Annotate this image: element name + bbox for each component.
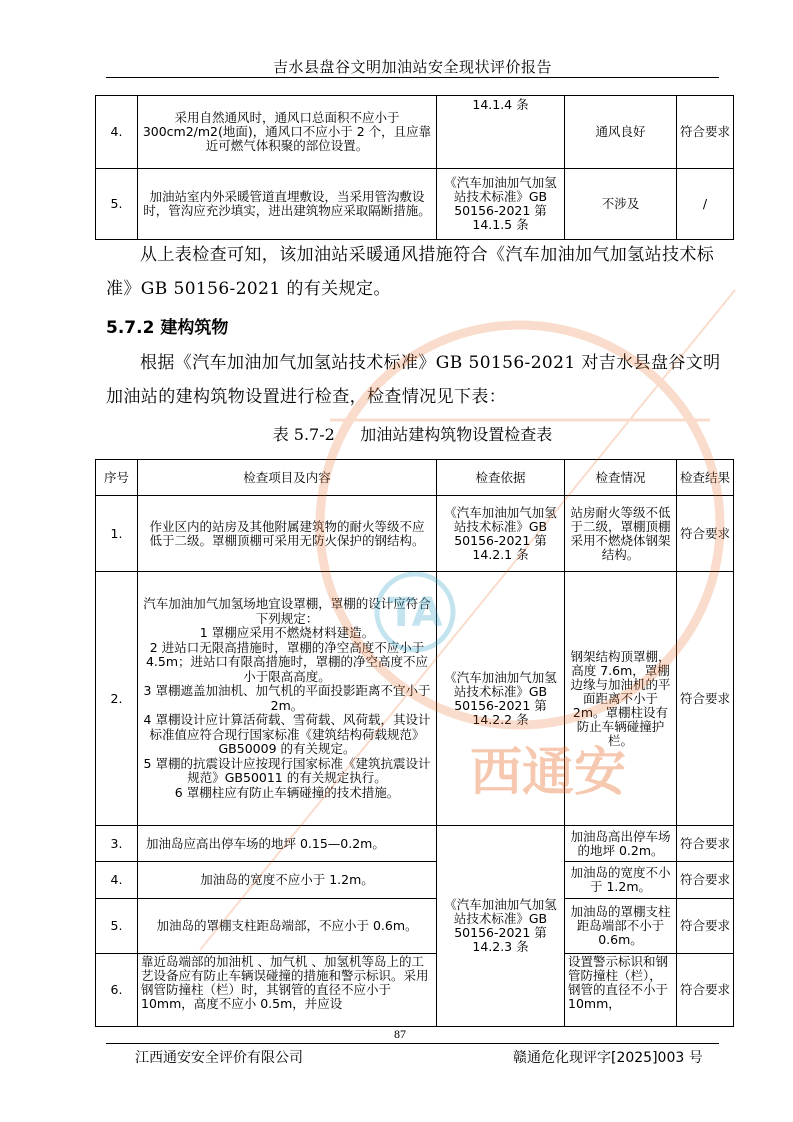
table-row: [96, 572, 734, 826]
table-row: [96, 826, 734, 862]
check-basis: 《汽车加油加气加氢站技术标准》GB 50156-2021 第 14.2.1 条: [437, 496, 565, 572]
check-basis: 14.1.4 条: [437, 96, 565, 169]
check-status: 加油岛高出停车场的地坪 0.2m。: [565, 826, 677, 862]
table-caption-number: 表 5.7-2: [272, 425, 335, 444]
watermark-text: 西通安: [470, 743, 627, 803]
check-item-line: 1 罩棚应采用不燃烧材料建造。: [199, 625, 375, 640]
page-header-title: 吉水县盘谷文明加油站安全现状评价报告: [272, 58, 552, 76]
footer-company: 江西通安安全评价有限公司: [135, 1050, 303, 1066]
check-basis-shared: 《汽车加油加气加氢站技术标准》GB 50156-2021 第 14.2.3 条: [437, 826, 565, 1027]
check-status: 站房耐火等级不低于二级，罩棚顶棚采用不燃烧体钢架结构。: [565, 496, 677, 572]
check-result: 符合要求: [677, 572, 734, 826]
header-item: 检查项目及内容: [138, 460, 437, 496]
row-number: 3.: [96, 826, 138, 862]
check-item-line: 4 罩棚设计应计算活荷载、雪荷载、风荷载，其设计标准值应符合现行国家标准《建筑结构荷载规范》GB50009 的有关规定。: [143, 712, 431, 756]
table-row: [96, 954, 734, 1027]
check-status: 设置警示标识和钢管防撞柱（栏），钢管的直径不小于 10mm，: [565, 954, 677, 1027]
header-status: 检查情况: [565, 460, 677, 496]
footer-rule: [106, 1043, 719, 1044]
table-row: [96, 496, 734, 572]
row-number: 4.: [96, 96, 138, 169]
check-basis: 《汽车加油加气加氢站技术标准》GB 50156-2021 第 14.1.5 条: [437, 169, 565, 240]
row-number: 5.: [96, 169, 138, 240]
check-item: 采用自然通风时，通风口总面积不应小于300cm2/m2(地面)，通风口不应小于 2 个，且应靠近可燃气体积聚的部位设置。: [138, 96, 437, 169]
check-result: 符合要求: [677, 954, 734, 1027]
intro-paragraph: 根据《汽车加油加气加氢站技术标准》GB 50156-2021 对吉水县盘谷文明加油站的建构筑物设置进行检查，检查情况见下表：: [106, 353, 721, 407]
conclusion-paragraph: 从上表检查可知，该加油站采暖通风措施符合《汽车加油加气加氢站技术标准》GB 50156-2021 的有关规定。: [106, 245, 715, 299]
row-number: 5.: [96, 899, 138, 954]
check-item-line: 2 进站口无限高措施时，罩棚的净空高度不应小于 4.5m；进站口有限高措施时，罩棚的净空高度不应小于限高高度。: [145, 639, 429, 684]
continuation-table: [95, 95, 734, 240]
check-status: 不涉及: [565, 169, 677, 240]
check-result: 符合要求: [677, 826, 734, 862]
header-rule: [106, 77, 719, 78]
check-item: 作业区内的站房及其他附属建筑物的耐火等级不应低于二级。罩棚顶棚可采用无防火保护的钢结构。: [138, 496, 437, 572]
check-item-line: 5 罩棚的抗震设计应按现行国家标准《建筑抗震设计规范》GB50011 的有关规定执行。: [143, 755, 431, 785]
check-item: 加油岛应高出停车场的地坪 0.15—0.2m。: [138, 826, 437, 862]
check-result: 符合要求: [677, 899, 734, 954]
table-row: [96, 862, 734, 899]
table-row: [96, 899, 734, 954]
check-result: /: [677, 169, 734, 240]
table-header-row: [96, 460, 734, 496]
check-item: 加油岛的宽度不应小于 1.2m。: [138, 862, 437, 899]
emblem-text: TA: [387, 590, 443, 636]
check-status: 加油岛的宽度不小于 1.2m。: [565, 862, 677, 899]
header-result: 检查结果: [677, 460, 734, 496]
row-number: 6.: [96, 954, 138, 1027]
row-number: 1.: [96, 496, 138, 572]
check-result: 符合要求: [677, 496, 734, 572]
section-heading: 5.7.2 建构筑物: [106, 318, 229, 338]
table-row: [96, 96, 734, 169]
check-item-line: 6 罩棚柱应有防止车辆碰撞的技术措施。: [174, 784, 400, 800]
check-basis: 《汽车加油加气加氢站技术标准》GB 50156-2021 第 14.2.2 条: [437, 572, 565, 826]
check-item: 加油站室内外采暖管道直埋敷设，当采用管沟敷设时，管沟应充沙填实，进出建筑物应采取隔断措施。: [138, 169, 437, 240]
check-item-line: 3 罩棚遮盖加油机、加气机的平面投影距离不宜小于 2m。: [143, 683, 431, 713]
row-number: 4.: [96, 862, 138, 899]
check-item-line: 汽车加油加气加氢场地宜设罩棚，罩棚的设计应符合下列规定：: [143, 596, 431, 626]
table-caption: [106, 422, 719, 445]
footer-doc-number: 赣通危化现评字[2025]003 号: [513, 1050, 703, 1066]
check-item: 加油岛的罩棚支柱距岛端部，不应小于 0.6m。: [138, 899, 437, 954]
table-caption-title: 加油站建构筑物设置检查表: [360, 425, 553, 444]
check-status: 通风良好: [565, 96, 677, 169]
check-result: 符合要求: [677, 96, 734, 169]
check-status: 加油岛的罩棚支柱距岛端部不小于 0.6m。: [565, 899, 677, 954]
header-basis: 检查依据: [437, 460, 565, 496]
header-no: 序号: [96, 460, 138, 496]
building-check-table: [95, 459, 734, 1027]
table-row: [96, 169, 734, 240]
check-status: 钢架结构顶罩棚，高度 7.6m，罩棚边缘与加油机的平面距离不小于 2m。罩棚柱设有防止车辆碰撞护栏。: [565, 572, 677, 826]
row-number: 2.: [96, 572, 138, 826]
check-result: 符合要求: [677, 862, 734, 899]
page-number: 87: [394, 1027, 406, 1041]
check-item: 靠近岛端部的加油机 、加气机 、加氢机等岛上的工艺设备应有防止车辆误碰撞的措施和警示标识。采用钢管防撞柱（栏）时，其钢管的直径不应小于 10mm，高度不应小 0.5m，并应设: [138, 954, 437, 1027]
check-item-list: [138, 572, 437, 826]
